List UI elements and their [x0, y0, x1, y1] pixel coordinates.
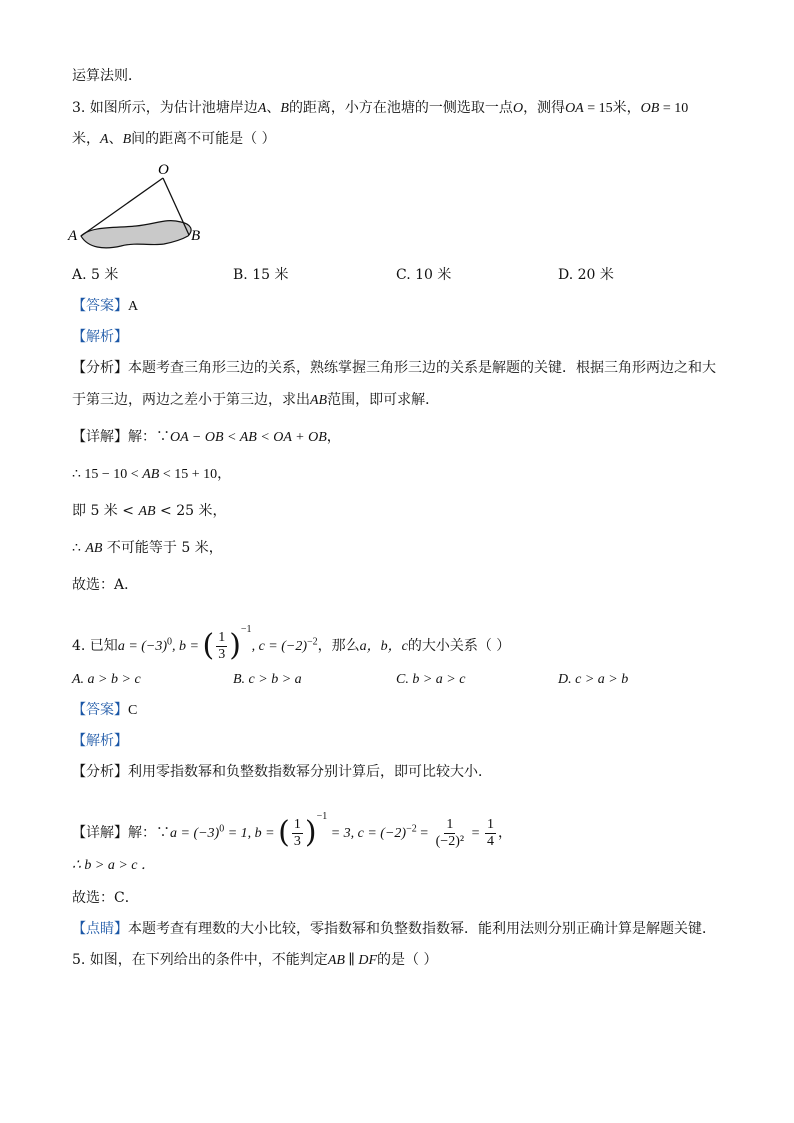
- q4-dianjing: 【点睛】本题考查有理数的大小比较，零指数幂和负整数指数幂．能利用法则分别正确计算是解题关键．: [72, 921, 716, 937]
- q3-detail-line2: ∴ 15 − 10 < AB < 15 + 10，: [72, 467, 232, 482]
- label-B: B: [191, 228, 201, 244]
- q4-option-c[interactable]: C. b > a > c: [396, 672, 466, 687]
- q3-option-b[interactable]: B. 15 米: [233, 267, 289, 283]
- q4-choose: 故选：C．: [72, 890, 139, 906]
- q3-stem-line2: 米，A、B间的距离不可能是（ ）: [72, 131, 276, 147]
- q4-conclusion: ∴ b > a > c ．: [72, 858, 156, 873]
- q5-stem: 5. 如图，在下列给出的条件中，不能判定AB ∥ DF的是（ ）: [72, 952, 438, 968]
- q4-analysis-heading: 【解析】: [72, 733, 128, 749]
- q4-stem: 4. 已知$a = (-3)^0$, b = ( $\frac{1}{3}$ )$^{-1}$, $c = (-2)^{-2}$，那么a，b，c的大小关系（ ）: [72, 624, 511, 663]
- q3-detail-line4: ∴ AB 不可能等于 5 米，: [72, 540, 223, 556]
- q3-detail-line3: 即 5 米 < AB < 25 米，: [72, 503, 227, 519]
- q3-analysis-heading: 【解析】: [72, 329, 128, 345]
- q4-option-a[interactable]: A. a > b > c: [72, 672, 141, 687]
- q3-detail-line1: 【详解】解：∵OA − OB < AB < OA + OB，: [72, 429, 341, 445]
- q4-option-b[interactable]: B. c > b > a: [233, 672, 302, 687]
- pond-figure: [66, 158, 216, 258]
- q3-option-d[interactable]: D. 20 米: [558, 267, 614, 283]
- q4-fenxi: 【分析】利用零指数幂和负整数指数幂分别计算后，即可比较大小．: [72, 764, 492, 780]
- q3-answer: 【答案】A: [72, 298, 139, 314]
- q3-option-c[interactable]: C. 10 米: [396, 267, 452, 283]
- q3-option-a[interactable]: A. 5 米: [72, 267, 119, 283]
- q3-fenxi-line1: 【分析】本题考查三角形三边的关系，熟练掌握三角形三边的关系是解题的关键．根据三角形两边之和大: [72, 360, 716, 376]
- label-O: O: [158, 162, 169, 178]
- q3-detail-choose: 故选：A．: [72, 577, 139, 593]
- q3-fenxi-line2: 于第三边，两边之差小于第三边，求出AB范围，即可求解．: [72, 392, 440, 408]
- q4-option-d[interactable]: D. c > a > b: [558, 672, 629, 687]
- line-rule-end: 运算法则．: [72, 68, 142, 84]
- q3-stem-line1: 3. 如图所示，为估计池塘岸边A、B的距离，小方在池塘的一侧选取一点O，测得OA = 15米，OB = 10: [72, 100, 689, 116]
- q4-answer: 【答案】C: [72, 702, 138, 718]
- label-A: A: [68, 228, 78, 244]
- q4-detail: 【详解】解：∵a = $(-3)^0 = 1$, b = ( $\frac{1}{3}$ )$^{-1}$ = 3, $c = (-2)^{-2}$ = $\frac{1}{\text{(−2)²}}$ = $\frac{1}{4}$ ，: [72, 811, 512, 850]
